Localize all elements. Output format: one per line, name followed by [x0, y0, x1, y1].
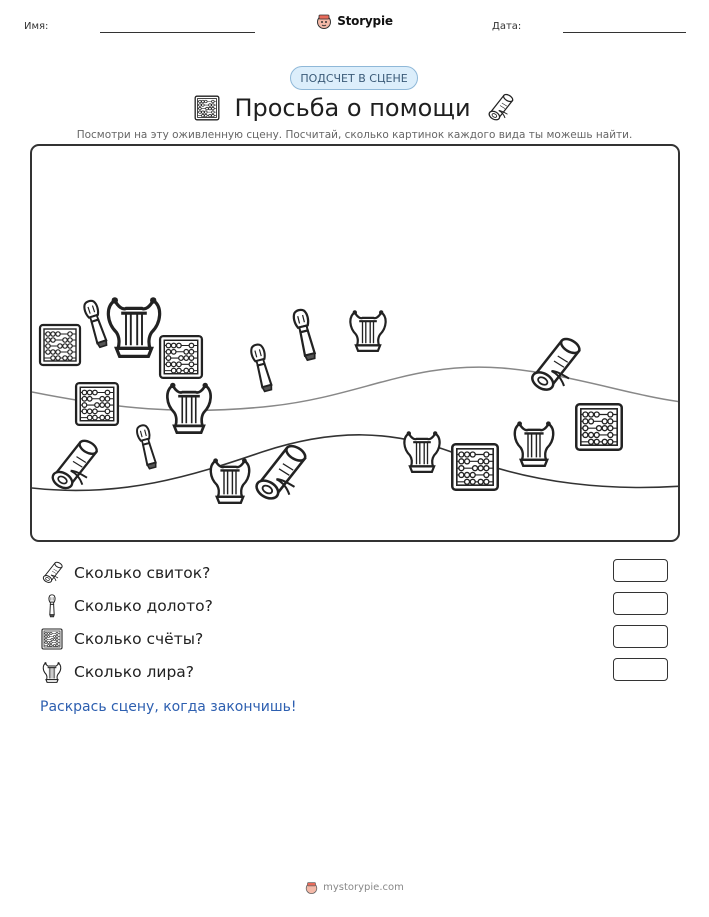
question-lyre	[40, 658, 194, 686]
site-url[interactable]: mystorypie.com	[323, 882, 404, 893]
answer-box-scroll[interactable]	[613, 559, 668, 582]
question-text: Сколько счёты?	[74, 630, 204, 648]
question-text: Сколько свиток?	[74, 564, 211, 582]
abacus-icon	[40, 325, 80, 365]
coloring-note: Раскрась сцену, когда закончишь!	[40, 699, 297, 715]
lyre-icon	[211, 458, 249, 502]
name-label: Имя:	[24, 21, 49, 32]
chisel-icon	[40, 594, 64, 618]
question-scroll	[40, 559, 210, 587]
scroll-icon	[485, 93, 515, 123]
storypie-mascot-icon	[305, 881, 318, 894]
chisel-icon	[292, 308, 318, 360]
question-chisel	[40, 592, 213, 620]
answer-box-abacus[interactable]	[613, 625, 668, 648]
brand-name: Storypie	[337, 14, 393, 28]
brand-logo	[0, 13, 709, 29]
site-footer	[0, 881, 709, 894]
scroll-icon	[50, 438, 99, 491]
scroll-icon	[40, 561, 64, 585]
abacus-icon	[194, 94, 220, 122]
question-abacus	[40, 625, 203, 653]
scroll-icon	[529, 336, 581, 393]
abacus-icon	[452, 444, 497, 489]
lyre-icon	[40, 660, 64, 684]
category-badge: ПОДСЧЕТ В СЦЕНЕ	[290, 66, 418, 90]
chisel-icon	[83, 299, 110, 348]
question-text: Сколько долото?	[74, 597, 213, 615]
lyre-icon	[350, 310, 385, 351]
scene-illustration	[32, 146, 680, 542]
date-line[interactable]	[563, 32, 686, 33]
page-title: Просьба о помощи	[234, 94, 471, 122]
abacus-icon	[576, 404, 621, 449]
date-label: Дата:	[492, 21, 522, 32]
lyre-icon	[167, 383, 210, 433]
lyre-icon	[108, 297, 159, 356]
answer-box-lyre[interactable]	[613, 658, 668, 681]
instructions: Посмотри на эту оживленную сцену. Посчитай, сколько картинок каждого вида ты можешь найти.	[76, 129, 633, 141]
title-row	[0, 92, 709, 124]
question-text: Сколько лира?	[74, 663, 195, 681]
abacus-icon	[160, 336, 202, 378]
answer-box-chisel[interactable]	[613, 592, 668, 615]
chisel-icon	[250, 343, 275, 392]
abacus-icon	[40, 627, 64, 651]
lyre-icon	[515, 421, 553, 465]
counting-scene	[30, 144, 680, 542]
storypie-mascot-icon	[316, 13, 332, 29]
chisel-icon	[135, 424, 158, 469]
abacus-icon	[76, 383, 118, 425]
name-line[interactable]	[100, 32, 255, 33]
lyre-icon	[404, 431, 439, 472]
